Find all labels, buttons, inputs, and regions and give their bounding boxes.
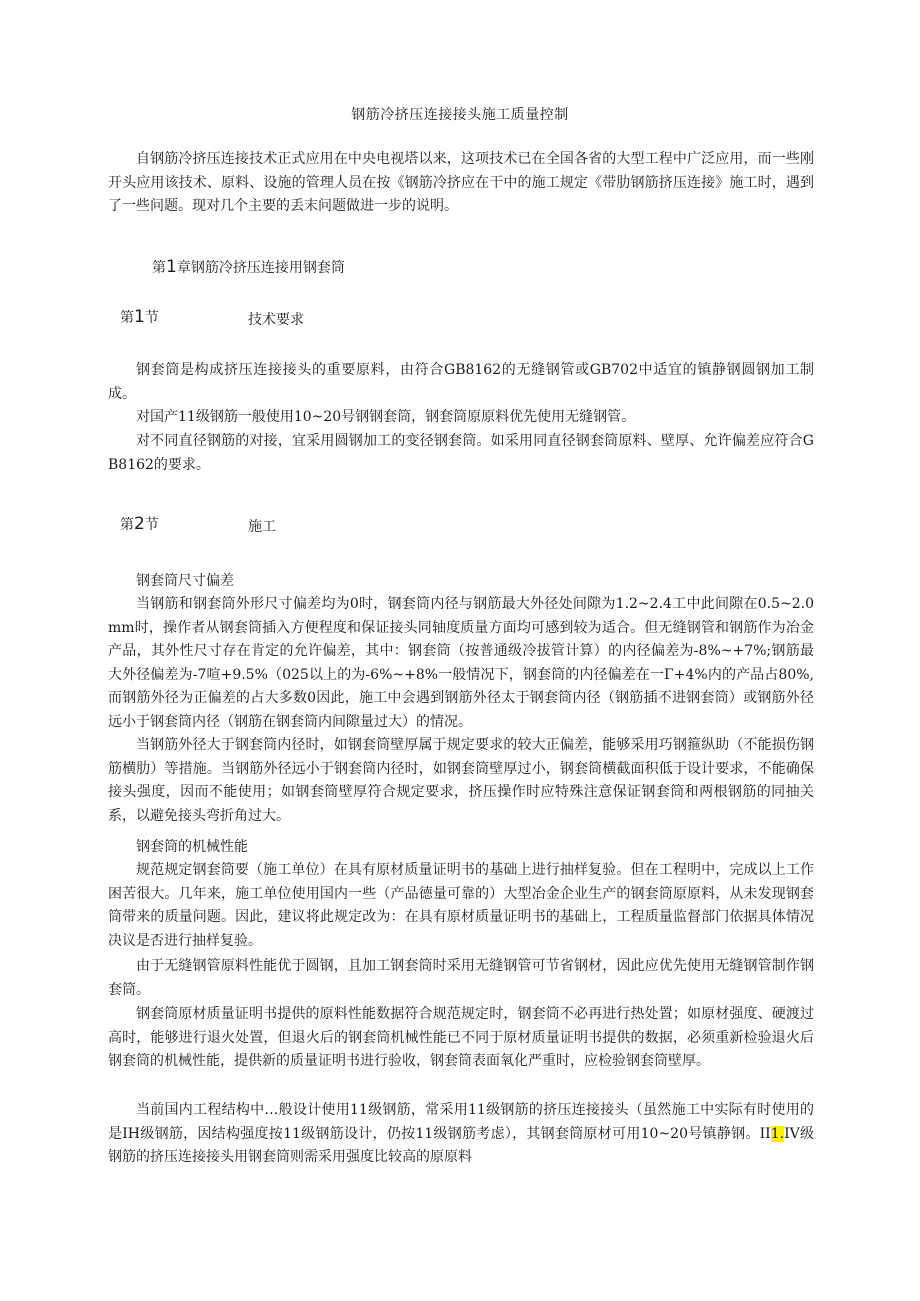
- section-2-paragraph-1: 当钢筋和钢套筒外形尺寸偏差均为0时，钢套筒内径与钢筋最大外径处间隙为1.2~2.4工中此间隙在0.5~2.0mm时，操作者从钢套筒插入方便程度和保证接头同轴度质量方面均可感到较为适合。但无缝钢管和钢筋作为冶金产品，其外性尺寸存在肯定的允许偏差，其中：钢套筒（按普通级冷拔管计算）的内径偏差为-8%~+7%;钢筋最大外径偏差为-7喧+9.5%（025以上的为-6%~+8%一般情况下，钢套筒的内径偏差在一Γ+4%内的产品占80%,而钢筋外径为正偏差的占大多数0因此，施工中会遇到钢筋外径太于钢套筒内径（钢筋插不进钢套筒）或钢筋外径远小于钢套筒内径（钢筋在钢套筒内间隙量过大）的情况。: [108, 596, 814, 730]
- section-2-paragraph-6: [108, 1099, 814, 1170]
- paragraph-6-start: 当前国内工程结构中…般设计使用11级钢筋，常采用11级钢筋的挤压连接接头（虽然施工中实际有时使用的是IH级钢筋，因结构强度按11级钢筋设计，仍按11级钢筋考虑），其钢套筒原材可用10~20号镇静钢。II: [108, 1102, 814, 1142]
- chapter-title: 章钢筋冷挤压连接用钢套筒: [176, 260, 345, 276]
- section-2-paragraph-2: 当钢筋外径大于钢套筒内径时，如钢套筒壁厚属于规定要求的较大正偏差，能够采用巧钢箍纵助（不能损伤钢筋横肋）等措施。当钢筋外径远小于钢套筒内径时，如钢套筒壁厚过小，钢套筒横截面积低于设计要求，不能确保接头强度，因而不能使用；如钢套筒壁厚符合规定要求，挤压操作时应特殊注意保证钢套筒和两根钢筋的同抽关系，以避免接头弯折角过大。: [108, 737, 814, 824]
- subheading-sleeve-size-deviation: 钢套筒尺寸偏差: [136, 573, 234, 589]
- highlighted-text: 1.: [770, 1125, 785, 1142]
- section-1-suffix: 节: [144, 310, 159, 326]
- section-2-title: 施工: [248, 519, 276, 535]
- section-2-suffix: 节: [144, 517, 159, 533]
- section-1-number: 1: [134, 307, 145, 327]
- section-1-paragraph-3: 对不同直径钢筋的对接，宜采用圆钢加工的变径钢套筒。如采用同直径钢套筒原料、壁厚、允许偏差应符合GB8162的要求。: [108, 433, 814, 473]
- section-2-prefix: 第: [120, 517, 134, 533]
- document-title: 钢筋冷挤压连接接头施工质量控制: [351, 107, 569, 123]
- section-2-paragraph-4: 由于无缝钢管原料性能优于圆钢，且加工钢套筒时采用无缝钢管可节省钢材，因此应优先使用无缝钢管制作钢套筒。: [108, 958, 814, 998]
- section-2-heading: [120, 514, 159, 534]
- intro-paragraph: 自钢筋冷挤压连接技术正式应用在中央电视塔以来，这项技术已在全国各省的大型工程中广泛应用，而一些刚开头应用该技术、原料、设施的管理人员在按《钢筋冷挤应在干中的施工规定《带肋钢筋挤压连接》施工时，遇到了一些问题。现对几个主要的丢末问题做进一步的说明。: [108, 151, 814, 214]
- chapter-prefix: 第: [152, 260, 166, 276]
- section-1-title: 技术要求: [248, 312, 304, 328]
- section-1-paragraph-2: 对国产11级钢筋一般使用10~20号钢钢套筒，钢套筒原原料优先使用无缝钢管。: [136, 409, 636, 425]
- section-1-paragraph-1: 钢套筒是构成挤压连接接头的重要原料，由符合GB8162的无缝钢管或GB702中适宜的镇静钢圆钢加工制成。: [108, 362, 814, 402]
- section-1-heading: [120, 307, 159, 327]
- section-1-prefix: 第: [120, 310, 134, 326]
- subheading-sleeve-mechanical-properties: 钢套筒的机械性能: [136, 839, 248, 855]
- chapter-heading: [152, 257, 345, 277]
- paragraph-6-end: IV级钢筋的挤压连接接头用钢套筒则需采用强度比较高的原原料: [108, 1125, 814, 1165]
- section-2-number: 2: [134, 514, 145, 534]
- section-2-paragraph-3: 规范规定钢套筒要（施工单位）在具有原材质量证明书的基础上进行抽样复验。但在工程明中，完成以上工作困苦很大。几年来，施工单位使用国内一些（产品德量可靠的）大型冶金企业生产的钢套筒原原料，从未发现钢套筒带来的质量问题。因此，建议将此规定改为：在具有原材质量证明书的基础上，工程质量监督部门依据具体情况决议是否进行抽样复验。: [108, 862, 814, 949]
- section-2-paragraph-5: 钢套筒原材质量证明书提供的原料性能数据符合规范规定时，钢套筒不必再进行热处置；如原材强度、硬渡过高时，能够进行退火处置，但退火后的钢套筒机械性能已不同于原材质量证明书提供的数据，必须重新检验退火后钢套筒的机械性能，提供新的质量证明书进行验收，钢套筒表面氧化严重时，应检验钢套筒壁厚。: [108, 1006, 814, 1069]
- chapter-number: 1: [166, 257, 177, 277]
